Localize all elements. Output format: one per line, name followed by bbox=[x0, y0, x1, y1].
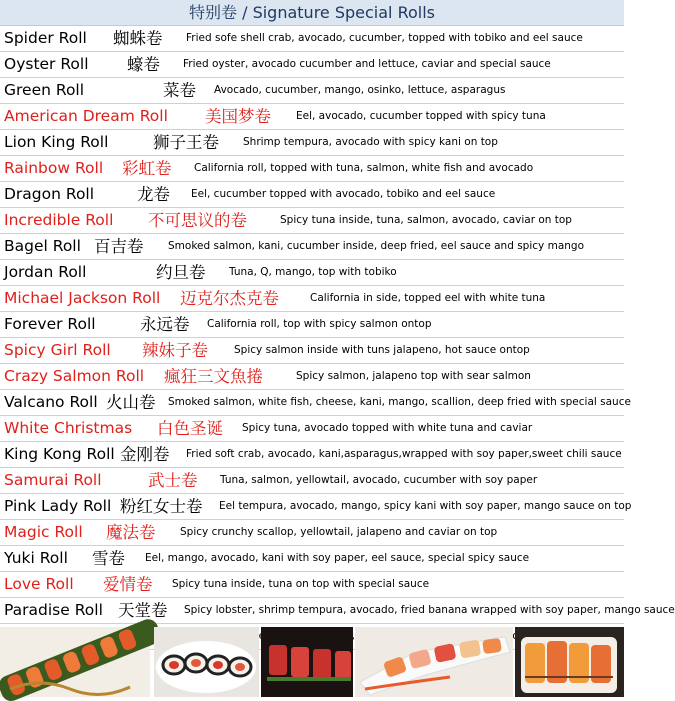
menu-row bbox=[0, 390, 631, 416]
roll-name-en: Love Roll bbox=[4, 575, 74, 593]
roll-name-cn: 永远卷 bbox=[140, 315, 190, 334]
roll-description: Tuna, Q, mango, top with tobiko bbox=[229, 266, 397, 278]
roll-name-cn: 蜘蛛卷 bbox=[113, 29, 163, 48]
photo-roll-1 bbox=[0, 627, 150, 697]
roll-description: Eel, avocado, cucumber topped with spicy tuna bbox=[296, 110, 546, 122]
menu-row bbox=[0, 598, 675, 624]
roll-name-cn: 菜卷 bbox=[163, 81, 196, 100]
photo-roll-4 bbox=[355, 627, 513, 697]
roll-name-en: American Dream Roll bbox=[4, 107, 168, 125]
roll-name-en: Lion King Roll bbox=[4, 133, 109, 151]
menu-row bbox=[0, 156, 624, 182]
roll-description: Avocado, cucumber, mango, osinko, lettuce, asparagus bbox=[214, 84, 506, 96]
menu-header bbox=[0, 0, 624, 26]
menu-row bbox=[0, 312, 624, 338]
roll-list bbox=[0, 26, 675, 650]
roll-name-en: White Christmas bbox=[4, 419, 133, 437]
roll-name-en: Spicy Girl Roll bbox=[4, 341, 111, 359]
roll-name-en: Samurai Roll bbox=[4, 471, 102, 489]
roll-description: California in side, topped eel with white tuna bbox=[310, 292, 546, 304]
roll-name-en: Dragon Roll bbox=[4, 185, 95, 203]
roll-name-en: Jordan Roll bbox=[4, 263, 87, 281]
roll-name-en: Rainbow Roll bbox=[4, 159, 104, 177]
roll-name-cn: 彩虹卷 bbox=[122, 159, 172, 178]
menu-row bbox=[0, 104, 624, 130]
menu-row bbox=[0, 130, 624, 156]
roll-description: Spicy tuna inside, tuna on top with special sauce bbox=[172, 578, 430, 590]
menu-row bbox=[0, 26, 624, 52]
roll-description: Spicy crunchy scallop, yellowtail, jalapeno and caviar on top bbox=[180, 526, 498, 538]
roll-name-cn: 雪卷 bbox=[92, 549, 125, 568]
photo-roll-2 bbox=[154, 627, 259, 697]
roll-name-en: Crazy Salmon Roll bbox=[4, 367, 145, 385]
roll-name-cn: 白色圣诞 bbox=[157, 419, 223, 438]
roll-name-cn: 天堂卷 bbox=[118, 601, 168, 620]
menu-row bbox=[0, 416, 624, 442]
roll-name-cn: 百吉卷 bbox=[94, 237, 144, 256]
roll-name-cn: 武士卷 bbox=[148, 471, 198, 490]
roll-name-cn: 火山卷 bbox=[106, 393, 156, 412]
roll-name-cn: 金刚卷 bbox=[120, 445, 170, 464]
menu-row bbox=[0, 182, 624, 208]
header-title-separator: / bbox=[237, 3, 253, 22]
roll-description: Spicy tuna inside, tuna, salmon, avocado, caviar on top bbox=[280, 214, 572, 226]
roll-name-en: Michael Jackson Roll bbox=[4, 289, 161, 307]
menu-row bbox=[0, 364, 624, 390]
roll-description: Fried soft crab, avocado, kani,asparagus,wrapped with soy paper,sweet chili sauce bbox=[186, 448, 622, 460]
roll-name-cn: 美国梦卷 bbox=[205, 107, 271, 126]
roll-description: California roll, topped with tuna, salmon, white fish and avocado bbox=[194, 162, 534, 174]
menu-row bbox=[0, 572, 624, 598]
menu-row bbox=[0, 208, 624, 234]
photo-roll-5 bbox=[515, 627, 624, 697]
roll-description: Smoked salmon, kani, cucumber inside, deep fried, eel sauce and spicy mango bbox=[168, 240, 584, 252]
roll-name-cn: 迈克尔杰克卷 bbox=[180, 289, 279, 308]
roll-name-cn: 约旦卷 bbox=[156, 263, 206, 282]
menu-row bbox=[0, 468, 624, 494]
roll-name-cn: 爱情卷 bbox=[103, 575, 153, 594]
roll-description: Fried oyster, avocado cucumber and lettuce, caviar and special sauce bbox=[183, 58, 551, 70]
roll-name-en: Oyster Roll bbox=[4, 55, 89, 73]
roll-name-en: Valcano Roll bbox=[4, 393, 98, 411]
menu-row bbox=[0, 260, 624, 286]
menu-row bbox=[0, 78, 624, 104]
roll-name-cn: 魔法卷 bbox=[106, 523, 156, 542]
header-title-cn: 特别卷 bbox=[189, 3, 238, 22]
roll-description: Tuna, salmon, yellowtail, avocado, cucumber with soy paper bbox=[220, 474, 538, 486]
roll-name-cn: 蠔卷 bbox=[127, 55, 160, 74]
roll-name-en: Green Roll bbox=[4, 81, 85, 99]
menu-row bbox=[0, 338, 624, 364]
menu-row bbox=[0, 494, 632, 520]
roll-name-en: Bagel Roll bbox=[4, 237, 81, 255]
photo-roll-3 bbox=[261, 627, 353, 697]
menu-row bbox=[0, 442, 624, 468]
roll-name-en: Pink Lady Roll bbox=[4, 497, 112, 515]
roll-description: Shrimp tempura, avocado with spicy kani on top bbox=[243, 136, 498, 148]
menu-row bbox=[0, 52, 624, 78]
menu-row bbox=[0, 286, 624, 312]
roll-description: Spicy salmon, jalapeno top with sear salmon bbox=[296, 370, 531, 382]
roll-description: Fried sofe shell crab, avocado, cucumber, topped with tobiko and eel sauce bbox=[186, 32, 583, 44]
roll-description: Spicy salmon inside with tuns jalapeno, hot sauce ontop bbox=[234, 344, 530, 356]
roll-name-en: Paradise Roll bbox=[4, 601, 103, 619]
roll-description: California roll, top with spicy salmon ontop bbox=[207, 318, 432, 330]
roll-name-en: Yuki Roll bbox=[4, 549, 68, 567]
roll-description: Spicy tuna, avocado topped with white tuna and caviar bbox=[242, 422, 533, 434]
roll-name-cn: 不可思议的卷 bbox=[148, 211, 247, 230]
roll-description: Eel, cucumber topped with avocado, tobiko and eel sauce bbox=[191, 188, 496, 200]
roll-description: Smoked salmon, white fish, cheese, kani, mango, scallion, deep fried with special sauce bbox=[168, 396, 631, 408]
roll-name-en: King Kong Roll bbox=[4, 445, 115, 463]
roll-name-cn: 瘋狂三文魚捲 bbox=[164, 367, 263, 386]
roll-name-cn: 粉红女士卷 bbox=[120, 497, 203, 516]
menu-row bbox=[0, 520, 624, 546]
roll-name-en: Incredible Roll bbox=[4, 211, 114, 229]
roll-name-en: Forever Roll bbox=[4, 315, 96, 333]
roll-name-en: Magic Roll bbox=[4, 523, 83, 541]
menu-row bbox=[0, 546, 624, 572]
header-title-en: Signature Special Rolls bbox=[252, 3, 435, 22]
menu-row bbox=[0, 234, 624, 260]
photo-strip bbox=[0, 627, 624, 697]
roll-name-en: Spider Roll bbox=[4, 29, 87, 47]
roll-name-cn: 辣妹子卷 bbox=[142, 341, 208, 360]
roll-description: Spicy lobster, shrimp tempura, avocado, fried banana wrapped with soy paper, mango sauce bbox=[184, 604, 675, 616]
roll-name-cn: 龙卷 bbox=[137, 185, 170, 204]
roll-description: Eel, mango, avocado, kani with soy paper, eel sauce, special spicy sauce bbox=[145, 552, 530, 564]
roll-name-cn: 狮子王卷 bbox=[153, 133, 219, 152]
roll-description: Eel tempura, avocado, mango, spicy kani with soy paper, mango sauce on top bbox=[219, 500, 632, 512]
